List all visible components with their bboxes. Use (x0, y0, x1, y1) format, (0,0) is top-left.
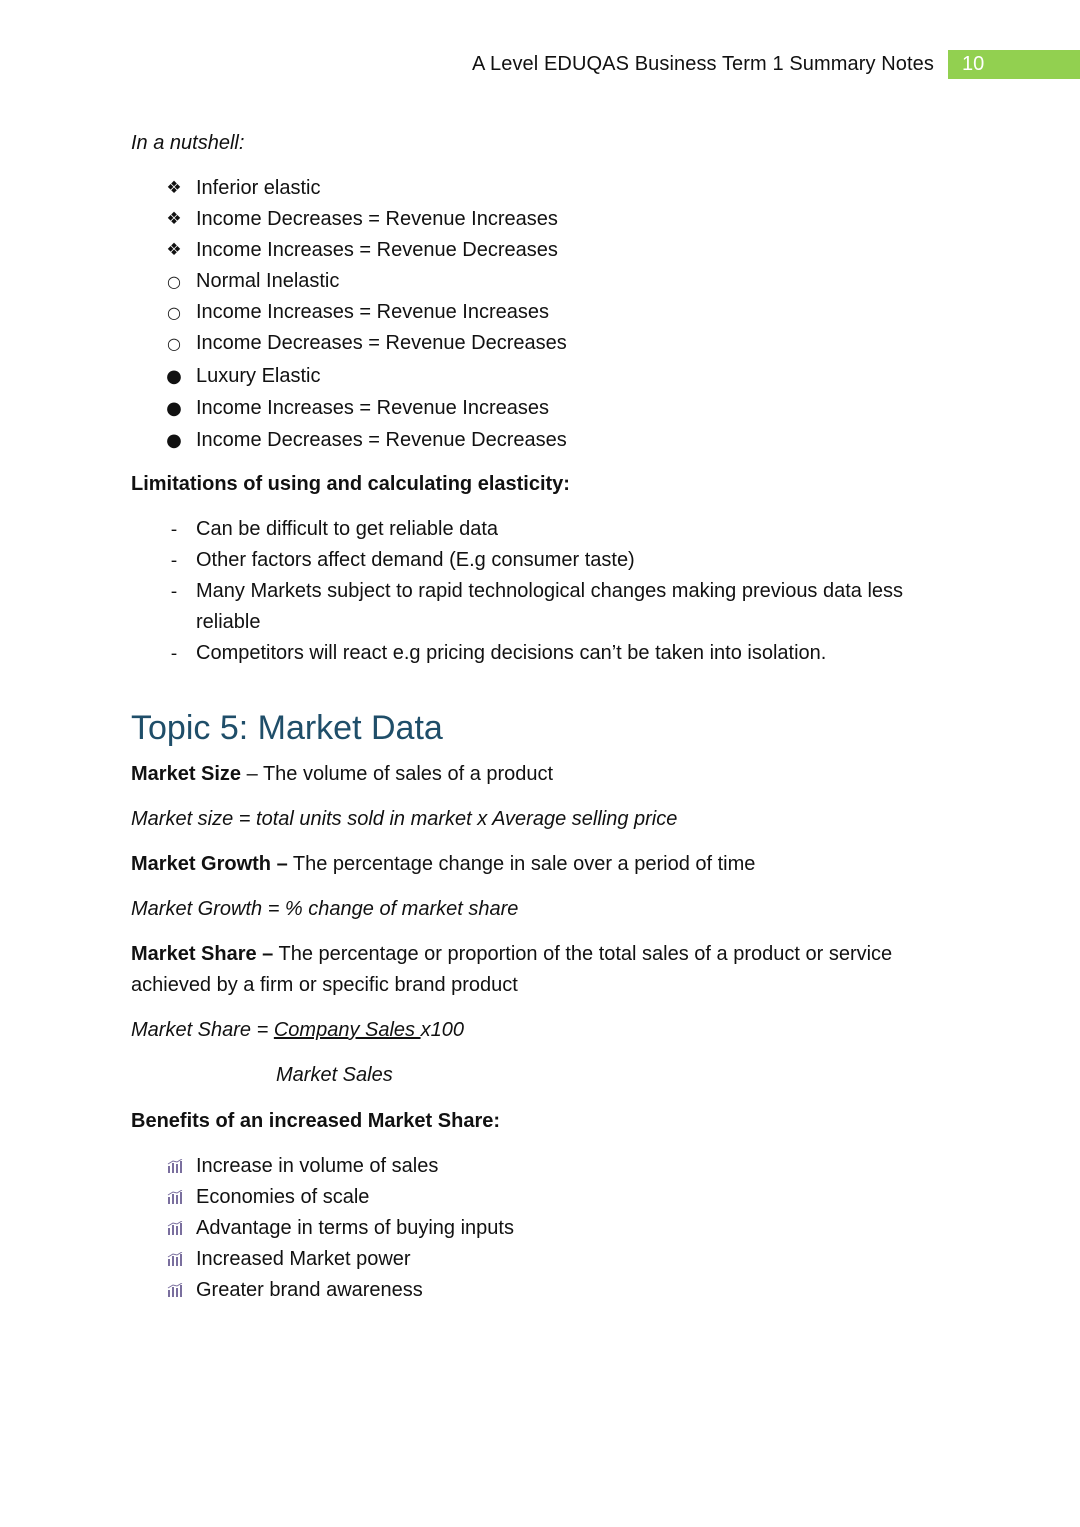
list-item: Increase in volume of sales (131, 1151, 951, 1182)
market-share-formula: Market Share = Company Sales x100 (131, 1019, 464, 1041)
dash-bullet-icon: - (170, 550, 178, 571)
bar-chart-bullet-icon (167, 1275, 185, 1297)
page-content (131, 128, 951, 1306)
market-size-formula: Market size = total units sold in market x Average selling price (131, 808, 678, 830)
dash-bullet-icon: - (170, 519, 178, 540)
list-item: - Other factors affect demand (E.g consumer taste) (131, 545, 951, 576)
list-item: ○ Normal Inelastic (131, 266, 951, 297)
list-item: ○ Income Increases = Revenue Increases (131, 297, 951, 328)
bar-chart-bullet-icon (167, 1213, 185, 1235)
list-item: ● Income Decreases = Revenue Decreases (131, 425, 951, 456)
market-size-definition: Market Size – The volume of sales of a product (131, 763, 554, 785)
circle-bullet-icon: ○ (167, 272, 181, 291)
list-item: - Can be difficult to get reliable data (131, 514, 951, 545)
market-share-definition: Market Share – The percentage or proportion of the total sales of a product or service achieved by a firm or specific brand product (131, 943, 893, 996)
list-item: Economies of scale (131, 1182, 951, 1213)
bar-chart-bullet-icon (167, 1244, 185, 1266)
dot-bullet-icon: ● (166, 366, 182, 387)
dot-bullet-icon: ● (166, 398, 182, 419)
list-item: ❖ Income Decreases = Revenue Increases (131, 204, 951, 235)
list-item: ❖ Income Increases = Revenue Decreases (131, 235, 951, 266)
list-item: Advantage in terms of buying inputs (131, 1213, 951, 1244)
document-title: A Level EDUQAS Business Term 1 Summary Notes (472, 53, 934, 75)
bar-chart-bullet-icon (167, 1182, 185, 1204)
bar-chart-bullet-icon (167, 1151, 185, 1173)
topic-heading: Topic 5: Market Data (131, 709, 443, 747)
diamond-bullet-icon: ❖ (166, 209, 182, 229)
limitations-list (131, 514, 951, 669)
nutshell-intro: In a nutshell: (131, 132, 245, 154)
benefits-heading: Benefits of an increased Market Share: (131, 1110, 501, 1132)
list-item: ● Luxury Elastic (131, 361, 951, 392)
page-header (472, 50, 1080, 79)
nutshell-list (131, 173, 951, 456)
dot-bullet-icon: ● (166, 430, 182, 451)
list-item: - Competitors will react e.g pricing decisions can’t be taken into isolation. (131, 638, 951, 669)
list-item: ○ Income Decreases = Revenue Decreases (131, 328, 951, 359)
list-item: ❖ Inferior elastic (131, 173, 951, 204)
circle-bullet-icon: ○ (167, 303, 181, 322)
market-share-denominator: Market Sales (276, 1064, 393, 1086)
page-number: 10 (948, 50, 1080, 79)
market-growth-definition: Market Growth – The percentage change in sale over a period of time (131, 853, 756, 875)
list-item: ● Income Increases = Revenue Increases (131, 393, 951, 424)
list-item: Increased Market power (131, 1244, 951, 1275)
dash-bullet-icon: - (170, 643, 178, 664)
diamond-bullet-icon: ❖ (166, 240, 182, 260)
formula-numerator: Company Sales (273, 1019, 421, 1041)
benefits-list (131, 1151, 951, 1306)
list-item: Greater brand awareness (131, 1275, 951, 1306)
dash-bullet-icon: - (170, 581, 178, 602)
diamond-bullet-icon: ❖ (166, 178, 182, 198)
limitations-heading: Limitations of using and calculating elasticity: (131, 473, 570, 495)
market-growth-formula: Market Growth = % change of market share (131, 898, 519, 920)
list-item: - Many Markets subject to rapid technological changes making previous data less reliable (131, 576, 951, 638)
circle-bullet-icon: ○ (167, 334, 181, 353)
